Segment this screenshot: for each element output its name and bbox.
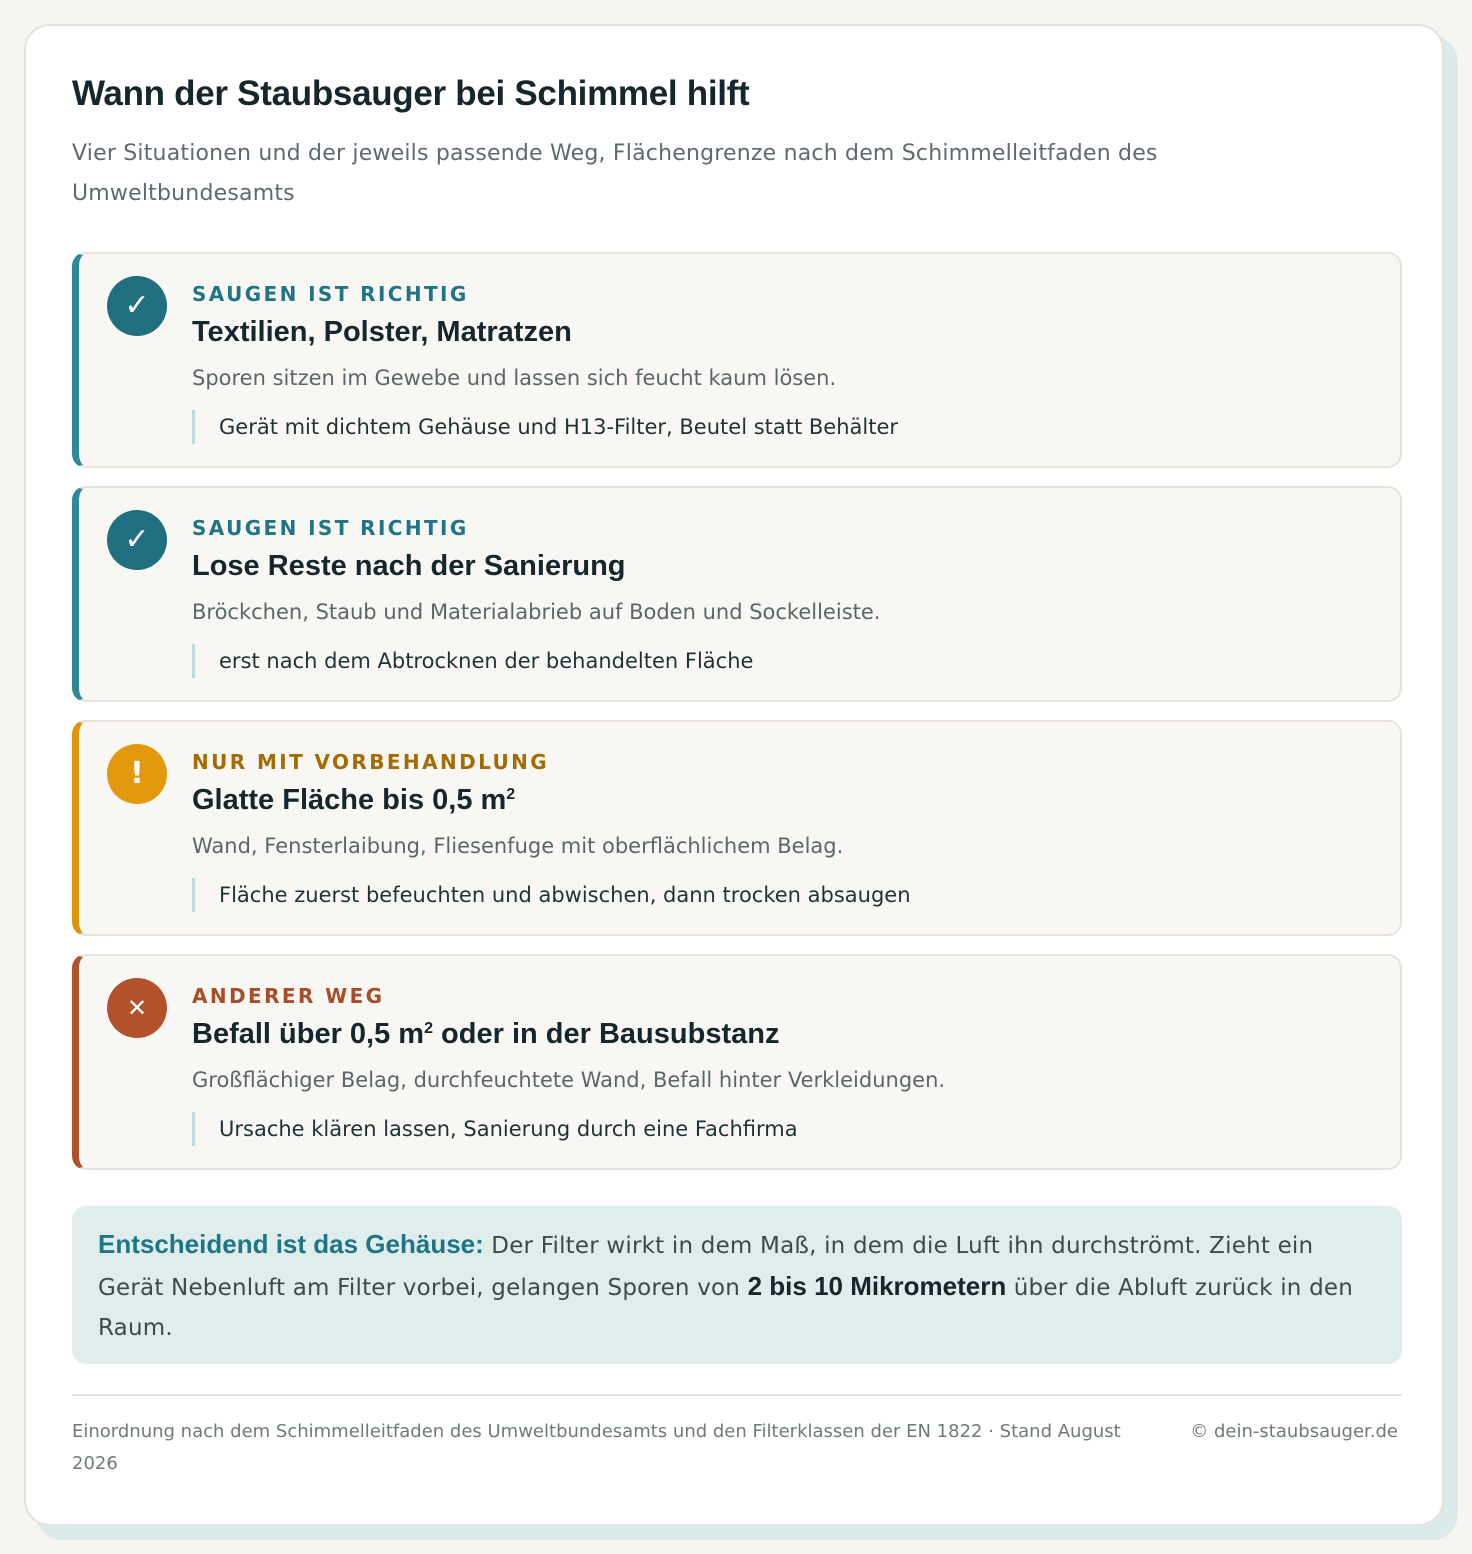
situation-heading: Lose Reste nach der Sanierung [192,550,626,582]
situation-item-smooth-surface [72,720,1402,936]
footer-source: Einordnung nach dem Schimmelleitfaden des Umweltbundesamts und den Filterklassen der EN 1822 · Stand August 2026 [72,1421,1121,1474]
situation-kicker: SAUGEN IST RICHTIG [192,516,469,540]
callout-lead: Entscheidend ist das Gehäuse: [98,1229,484,1259]
situation-item-textiles [72,252,1402,468]
card-subtitle: Vier Situationen und der jeweils passende Weg, Flächengrenze nach dem Schimmelleitfaden des Umweltbundesamts [72,141,1158,206]
check-icon: ✓ [107,510,167,570]
situation-note: erst nach dem Abtrocknen der behandelten Fläche [192,644,753,678]
situation-note: Gerät mit dichtem Gehäuse und H13-Filter, Beutel statt Behälter [192,410,898,444]
situation-description: Großflächiger Belag, durchfeuchtete Wand, Befall hinter Verkleidungen. [192,1068,946,1092]
footer-divider [72,1394,1402,1396]
situation-description: Sporen sitzen im Gewebe und lassen sich feucht kaum lösen. [192,366,837,390]
situation-note: Fläche zuerst befeuchten und abwischen, dann trocken absaugen [192,878,911,912]
superscript: 2 [506,786,516,803]
cross-icon: ✕ [107,978,167,1038]
check-icon: ✓ [107,276,167,336]
situation-item-large-infestation [72,954,1402,1170]
callout-text-end: über die Abluft zurück in den Raum. [98,1275,1353,1341]
exclamation-icon: ! [107,744,167,804]
situation-item-loose-residue [72,486,1402,702]
situation-heading: Glatte Fläche bis 0,5 $m^2$ [192,784,516,816]
housing-callout [72,1206,1402,1364]
situation-heading: Befall über 0,5 $m^2$ oder in der Bausubstanz [192,1018,780,1050]
callout-text: Der Filter wirkt in dem Maß, in dem die Luft ihn durchströmt. Zieht ein Gerät Nebenluft am Filter vorbei, gelangen Sporen von [98,1233,1314,1301]
situation-kicker: SAUGEN IST RICHTIG [192,282,469,306]
situation-note: Ursache klären lassen, Sanierung durch eine Fachfirma [192,1112,798,1146]
situation-description: Bröckchen, Staub und Materialabrieb auf Boden und Sockelleiste. [192,600,881,624]
situation-kicker: NUR MIT VORBEHANDLUNG [192,750,550,774]
callout-emphasis: 2 bis 10 Mikrometern [747,1271,1007,1301]
card-title: Wann der Staubsauger bei Schimmel hilft [72,74,750,113]
superscript: 2 [424,1020,433,1037]
situation-description: Wand, Fensterlaibung, Fliesenfuge mit oberflächlichem Belag. [192,834,844,858]
footer-copyright: © dein-staubsauger.de [1190,1421,1398,1442]
situation-heading: Textilien, Polster, Matratzen [192,316,572,348]
info-card [24,24,1444,1526]
situation-kicker: ANDERER WEG [192,984,385,1008]
